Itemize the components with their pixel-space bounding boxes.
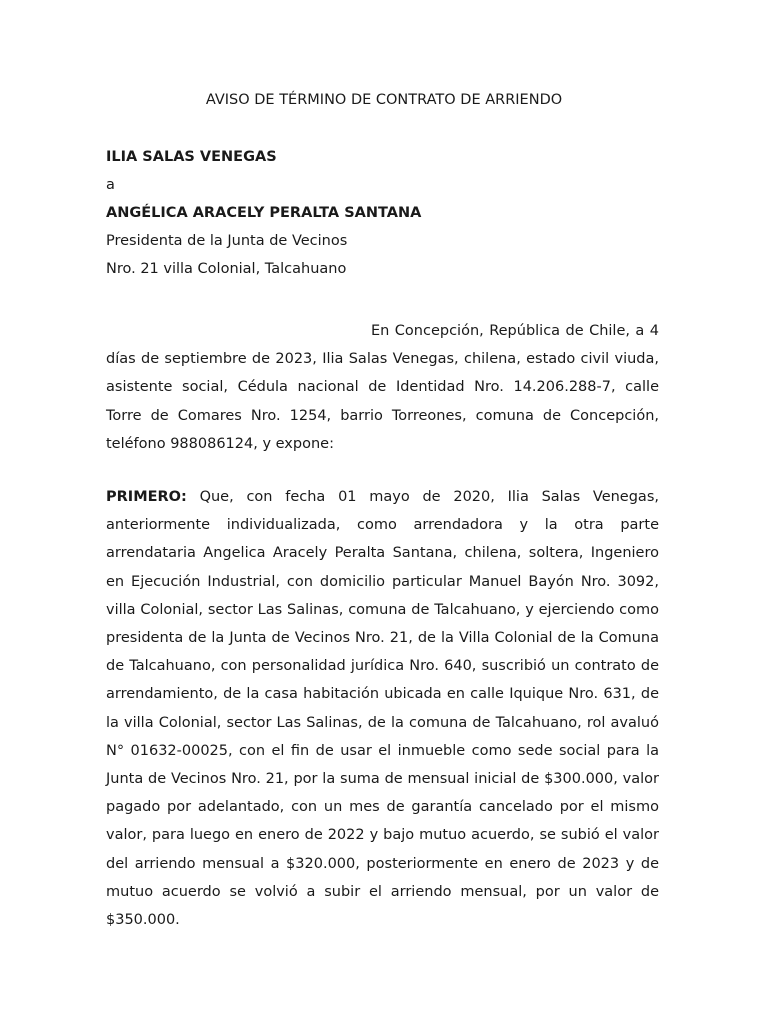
recipient-address: Nro. 21 villa Colonial, Talcahuano <box>106 261 347 277</box>
connector-text: a <box>106 177 115 193</box>
first-clause-text: Que, con fecha 01 mayo de 2020, Ilia Salas Venegas, anteriormente individualizada, como arrendadora y la otra parte arrendataria Angelica Aracely Peralta Santana, chilena, soltera, Ingeniero en Ejecución Industrial, con domicilio particular Manuel Bayón Nro. 3092, villa Colonial, sector Las Salinas, comuna de Talcahuano, y ejerciendo como presidenta de la Junta de Vecinos Nro. 21, de la Villa Colonial de la Comuna de Talcahuano, con personalidad jurídica Nro. 640, suscribió un contrato de arrendamiento, de la casa habitación ubicada en calle Iquique Nro. 631, de la villa Colonial, sector Las Salinas, de la comuna de Talcahuano, rol avaluó N° 01632-00025, con el fin de usar el inmueble como sede social para la Junta de Vecinos Nro. 21, por la suma de mensual inicial de $300.000, valor pagado por adelantado, con un mes de garantía cancelado por el mismo valor, para luego en enero de 2022 y bajo mutuo acuerdo, se subió el valor del arriendo mensual a $320.000, posteriormente en enero de 2023 y de mutuo acuerdo se volvió a subir el arriendo mensual, por un valor de $350.000. <box>106 489 659 929</box>
recipient-name: ANGÉLICA ARACELY PERALTA SANTANA <box>106 205 422 221</box>
recipient-role: Presidenta de la Junta de Vecinos <box>106 233 348 249</box>
document-title: AVISO DE TÉRMINO DE CONTRATO DE ARRIENDO <box>205 92 563 108</box>
sender-name: ILIA SALAS VENEGAS <box>106 149 277 165</box>
first-clause-label: PRIMERO: <box>106 489 187 505</box>
first-clause-paragraph <box>106 483 659 934</box>
intro-paragraph <box>106 317 659 458</box>
intro-paragraph-text: En Concepción, República de Chile, a 4 días de septiembre de 2023, Ilia Salas Venegas, chilena, estado civil viuda, asistente social, Cédula nacional de Identidad Nro. 14.206.288-7, calle Torre de Comares Nro. 1254, barrio Torreones, comuna de Concepción, teléfono 988086124, y expone: <box>106 323 659 452</box>
